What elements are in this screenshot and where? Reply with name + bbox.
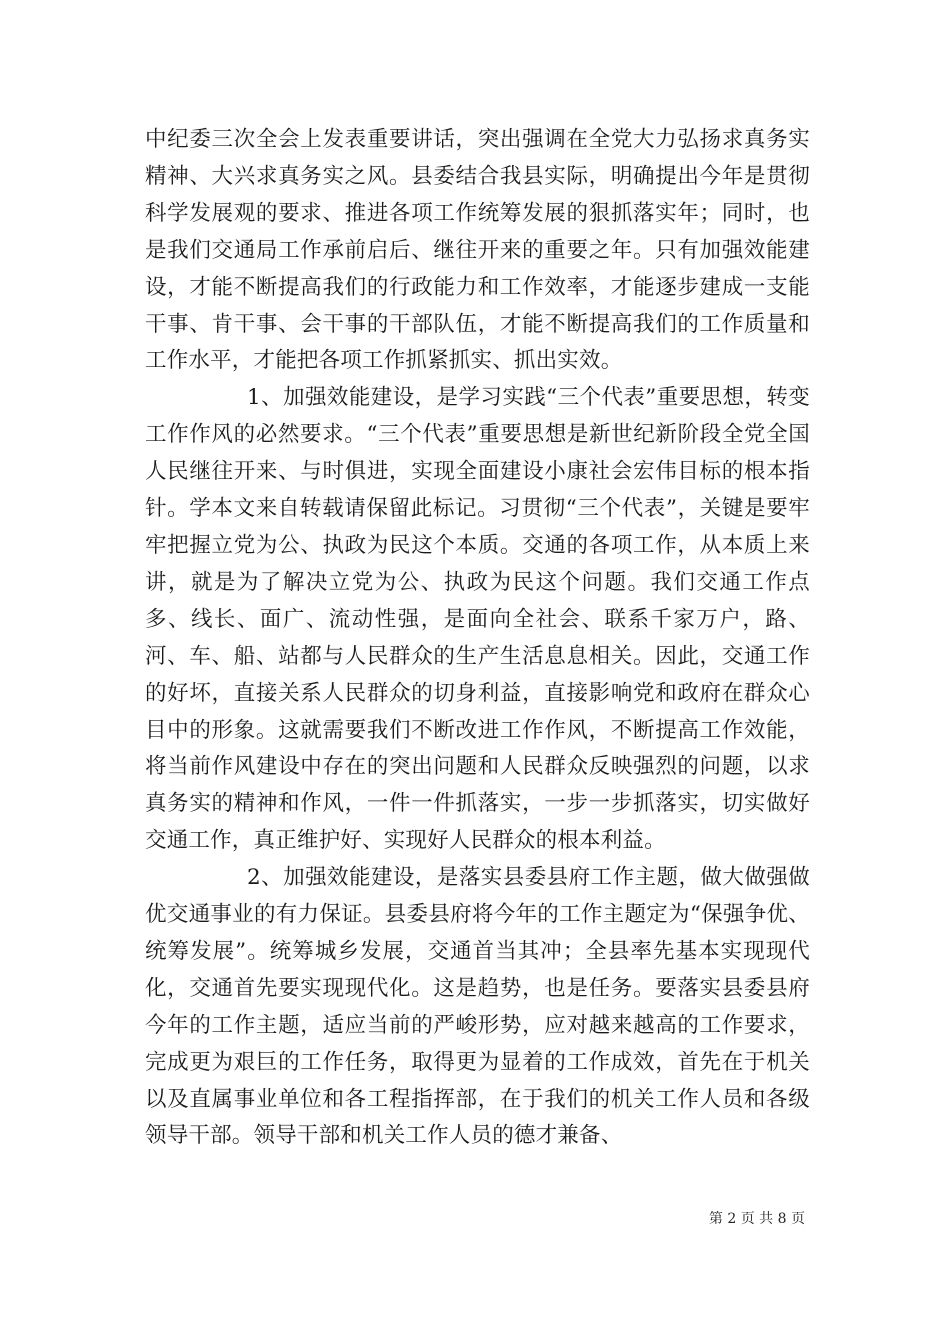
paragraph-point-1: 1、加强效能建设，是学习实践“三个代表”重要思想，转变工作作风的必然要求。“三个代表”重要思想是新世纪新阶段全党全国人民继往开来、与时俱进，实现全面建设小康社会宏伟目标的根本指针。学本文来自转载请保留此标记。习贯彻“三个代表”，关键是要牢牢把握立党为公、执政为民这个本质。交通的各项工作，从本质上来讲，就是为了解决立党为公、执政为民这个问题。我们交通工作点多、线长、面广、流动性强，是面向全社会、联系千家万户，路、河、车、船、站都与人民群众的生产生活息息相关。因此，交通工作的好坏，直接关系人民群众的切身利益，直接影响党和政府在群众心目中的形象。这就需要我们不断改进工作作风，不断提高工作效能，将当前作风建设中存在的突出问题和人民群众反映强烈的问题，以求真务实的精神和作风，一件一件抓落实，一步一步抓落实，切实做好交通工作，真正维护好、实现好人民群众的根本利益。	[145, 385, 810, 854]
document-body	[145, 122, 810, 1155]
paragraph-intro: 中纪委三次全会上发表重要讲话，突出强调在全党大力弘扬求真务实精神、大兴求真务实之风。县委结合我县实际，明确提出今年是贯彻科学发展观的要求、推进各项工作统筹发展的狠抓落实年；同时，也是我们交通局工作承前启后、继往开来的重要之年。只有加强效能建设，才能不断提高我们的行政能力和工作效率，才能逐步建成一支能干事、肯干事、会干事的干部队伍，才能不断提高我们的工作质量和工作水平，才能把各项工作抓紧抓实、抓出实效。	[145, 127, 810, 374]
paragraph-point-2: 2、加强效能建设，是落实县委县府工作主题，做大做强做优交通事业的有力保证。县委县府将今年的工作主题定为“保强争优、统筹发展”。统筹城乡发展，交通首当其冲；全县率先基本实现现代化，交通首先要实现现代化。这是趋势，也是任务。要落实县委县府今年的工作主题，适应当前的严峻形势，应对越来越高的工作要求，完成更为艰巨的工作任务，取得更为显着的工作成效，首先在于机关以及直属事业单位和各工程指挥部，在于我们的机关工作人员和各级领导干部。领导干部和机关工作人员的德才兼备、	[145, 865, 810, 1149]
page-number-footer: 第 2 页 共 8 页	[708, 1211, 805, 1227]
